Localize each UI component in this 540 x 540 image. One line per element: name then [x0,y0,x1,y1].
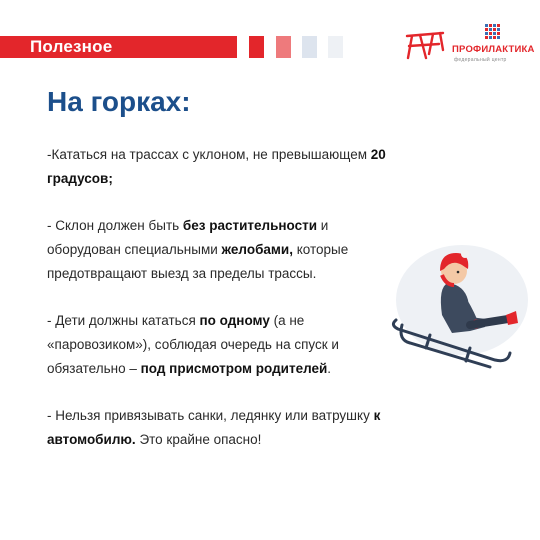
header-stripe [249,36,264,58]
bold-text: к автомобилю. [47,408,381,447]
text-fragment: . [327,361,332,376]
body-text [47,143,387,475]
bold-text: желобами, [221,242,293,257]
child-on-sled-illustration [390,245,530,375]
paragraph [47,309,387,381]
page-title: На горках: [47,86,191,117]
text-fragment: - Нельзя привязывать санки, ледянку или ватрушку [47,408,374,423]
text-fragment: и оборудован специальными [47,218,329,257]
paragraph [47,143,387,191]
logo-subtitle: федеральный центр [454,57,507,63]
grid-logo-icon [485,24,500,39]
text-fragment: (а не «паровозиком»), соблюдая очередь на спуск и обязательно – [47,313,339,376]
text-fragment: - Дети должны кататься [47,313,200,328]
header-stripe [302,36,317,58]
text-fragment: - Склон должен быть [47,218,183,233]
text-fragment: которые предотвращают выезд за пределы трассы. [47,242,349,281]
header-label: Полезное [30,37,113,56]
bold-text: 20 градусов; [47,147,386,186]
header-stripe [276,36,291,58]
logo-name: ПРОФИЛАКТИКА [452,44,535,55]
header-stripe [328,36,343,58]
text-fragment: -Кататься на трассах с уклоном, не превышающем [47,147,371,162]
text-fragment: Это крайне опасно! [135,432,262,447]
sled-logo-icon [403,28,447,62]
bold-text: под присмотром родителей [140,361,328,376]
bold-text: по одному [199,313,270,328]
paragraph [47,404,387,452]
paragraph [47,214,387,286]
bold-text: без растительности [182,218,318,233]
